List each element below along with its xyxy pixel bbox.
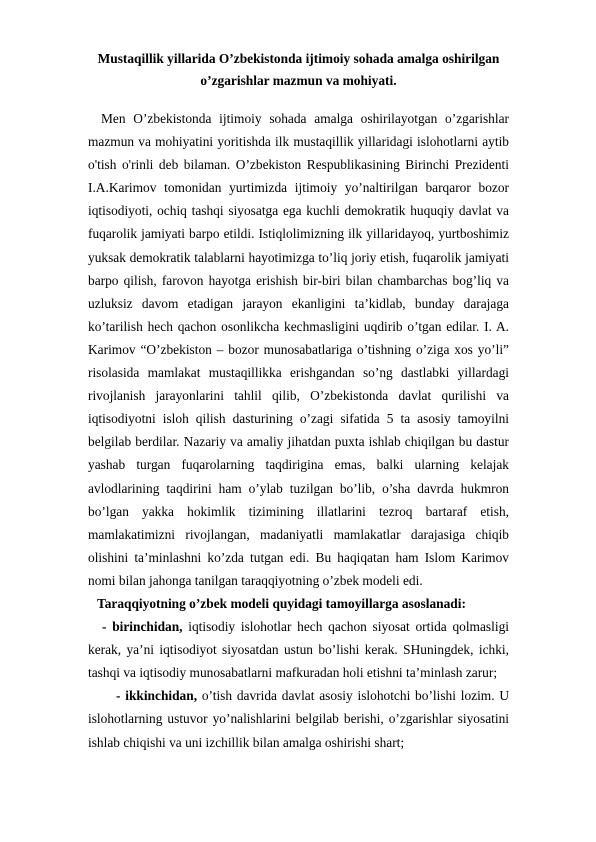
principle-1-label: - birinchidan, [102,619,183,635]
title-line-2: o’zgarishlar mazmun va mohiyati. [200,73,397,88]
principle-2-label: - ikkinchidan, [116,688,198,704]
document-title [88,48,509,92]
principle-2-text: o’tish davrida davlat asosiy islohotchi bo’lishi lozim. U islohotlarning ustuvor yo’nalishlarini belgilab berishi, o’zgarishlar siyosatini ishlab chiqishi va uni izchillik bilan amalga oshirishi shart; [88,688,510,750]
document-page [88,48,509,754]
principle-1 [88,615,509,684]
intro-paragraph: Men O’zbekistonda ijtimoiy sohada amalga oshirilayotgan o’zgarishlar mazmun va mohiyatini yoritishda ilk mustaqillik yillaridagi islohotlarni aytib o'tish o'rinli deb bilaman. O’zbekiston Respublikasining Birinchi Prezidenti I.A.Karimov tomonidan yurtimizda ijtimoiy yo’naltirilgan barqaror bozor iqtisodiyoti, ochiq tashqi siyosatga ega kuchli demokratik huquqiy davlat va fuqarolik jamiyati barpo etildi. Istiqlolimizning ilk yillaridayoq, yurtboshimiz yuksak demokratik talablarni hayotimizga to’liq joriy etish, fuqarolik jamiyati barpo qilish, farovon hayotga erishish bir-biri bilan chambarchas bog’liq va uzluksiz davom etadigan jarayon ekanligini ta’kidlab, bunday darajaga ko’tarilish hech qachon osonlikcha kechmasligini uqdirib o’tgan edilar. I. A. Karimov “O’zbekiston – bozor munosabatlariga o’tishning o’ziga xos yo’li” risolasida mamlakat mustaqillikka erishgandan so’ng dastlabki yillardagi rivojlanish jarayonlarini tahlil qilib, O’zbekistonda davlat qurilishi va iqtisodiyotni isloh qilish dasturining o’zagi sifatida 5 ta asosiy tamoyilni belgilab berdilar. Nazariy va amaliy jihatdan puxta ishlab chiqilgan bu dastur yashab turgan fuqarolarning taqdirigina emas, balki ularning kelajak avlodlarining taqdirini ham o’ylab tuzilgan bo’lib, o’sha davrda hukmron bo’lgan yakka hokimlik tizimining illatlarini tezroq bartaraf etish, mamlakatimizni rivojlangan, madaniyatli mamlakatlar darajasiga chiqib olishini ta’minlashni ko’zda tutgan edi. Bu haqiqatan ham Islom Karimov nomi bilan jahonga tanilgan taraqqiyotning o’zbek modeli edi. [88,111,509,588]
title-line-1: Mustaqillik yillarida O’zbekistonda ijtimoiy sohada amalga oshirilgan [97,51,500,66]
principle-2 [88,684,509,753]
principle-1-text: iqtisodiy islohotlar hech qachon siyosat ortida qolmasligi kerak, ya’ni iqtisodiyot siyosatdan ustun bo’lishi kerak. SHuningdek, ichki, tashqi va iqtisodiy munosabatlarni mafkuradan holi etishni ta’minlash zarur; [88,619,509,681]
principles-heading: Taraqqiyotning o’zbek modeli quyidagi tamoyillarga asoslanadi: [97,595,466,611]
